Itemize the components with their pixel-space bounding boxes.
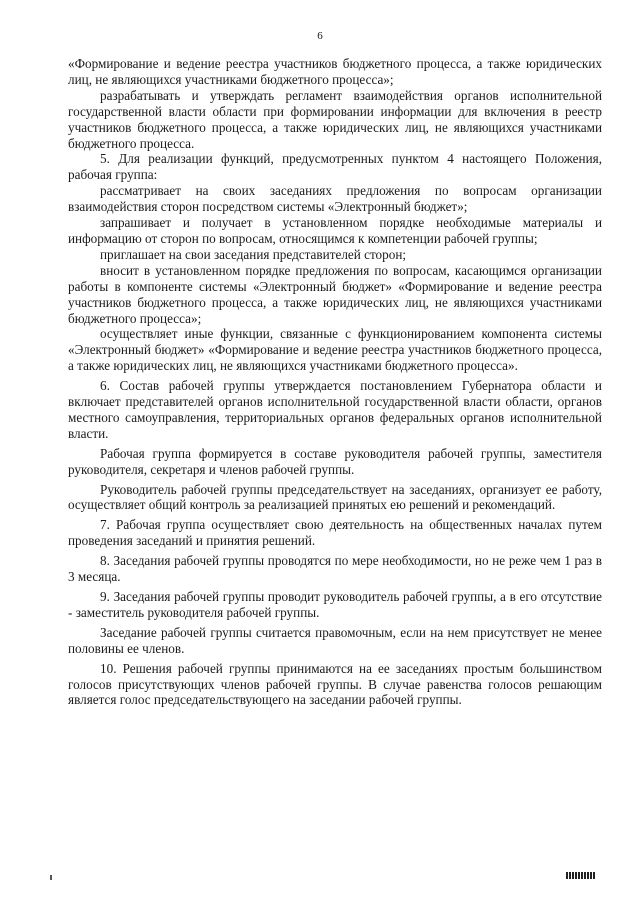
paragraph: вносит в установленном порядке предложения по вопросам, касающимся организации работы в компоненте системы «Электронный бюджет» «Формирование и ведение реестра участников бюджетного процесса, а также юридических лиц, не являющихся участниками бюджетного процесса»; (68, 262, 602, 326)
scan-barcode-mark (566, 872, 596, 879)
paragraph: 10. Решения рабочей группы принимаются на ее заседаниях простым большинством голосов присутствующих членов рабочей группы. В случае равенства голосов решающим является голос председательствующего на заседании рабочей группы. (68, 660, 602, 708)
paragraph: «Формирование и ведение реестра участников бюджетного процесса, а также юридических лиц, не являющихся участниками бюджетного процесса»; (68, 56, 602, 87)
paragraph: 6. Состав рабочей группы утверждается постановлением Губернатора области и включает представителей органов исполнительной государственной власти области, органов местного самоуправления, территориальных органов федеральных органов исполнительной власти. (68, 378, 602, 441)
paragraph: запрашивает и получает в установленном порядке необходимые материалы и информацию от сторон по вопросам, относящимся к компетенции рабочей группы; (68, 215, 602, 246)
paragraph: разрабатывать и утверждать регламент взаимодействия органов исполнительной государственной власти области при формировании информации для включения в реестр участников бюджетного процесса, а также юридических лиц, не являющихся участниками бюджетного процесса. (68, 87, 602, 151)
paragraph: Руководитель рабочей группы председательствует на заседаниях, организует ее работу, осуществляет общий контроль за реализацией принятых ею решений и рекомендаций. (68, 481, 602, 513)
paragraph: приглашает на свои заседания представителей сторон; (100, 246, 407, 262)
paragraph: 8. Заседания рабочей группы проводятся по мере необходимости, но не реже чем 1 раз в 3 месяца. (68, 553, 602, 585)
paragraph: Рабочая группа формируется в составе руководителя рабочей группы, заместителя руководителя, секретаря и членов рабочей группы. (68, 445, 602, 477)
paragraph: 9. Заседания рабочей группы проводит руководитель рабочей группы, а в его отсутствие - заместитель руководителя рабочей группы. (68, 589, 602, 620)
document-body (68, 56, 602, 708)
paragraph: осуществляет иные функции, связанные с функционированием компонента системы «Электронный бюджет» «Формирование и ведение реестра участников бюджетного процесса, а также юридических лиц, не являющихся участниками бюджетного процесса». (68, 326, 602, 374)
paragraph: 7. Рабочая группа осуществляет свою деятельность на общественных началах путем проведения заседаний и принятия решений. (68, 517, 602, 549)
paragraph: рассматривает на своих заседаниях предложения по вопросам организации взаимодействия сторон посредством системы «Электронный бюджет»; (68, 183, 602, 215)
paragraph: 5. Для реализации функций, предусмотренных пунктом 4 настоящего Положения, рабочая группа: (68, 151, 602, 183)
paragraph: Заседание рабочей группы считается правомочным, если на нем присутствует не менее половины ее членов. (68, 624, 602, 656)
page-number: 6 (317, 30, 323, 42)
scan-artifact (50, 875, 52, 880)
